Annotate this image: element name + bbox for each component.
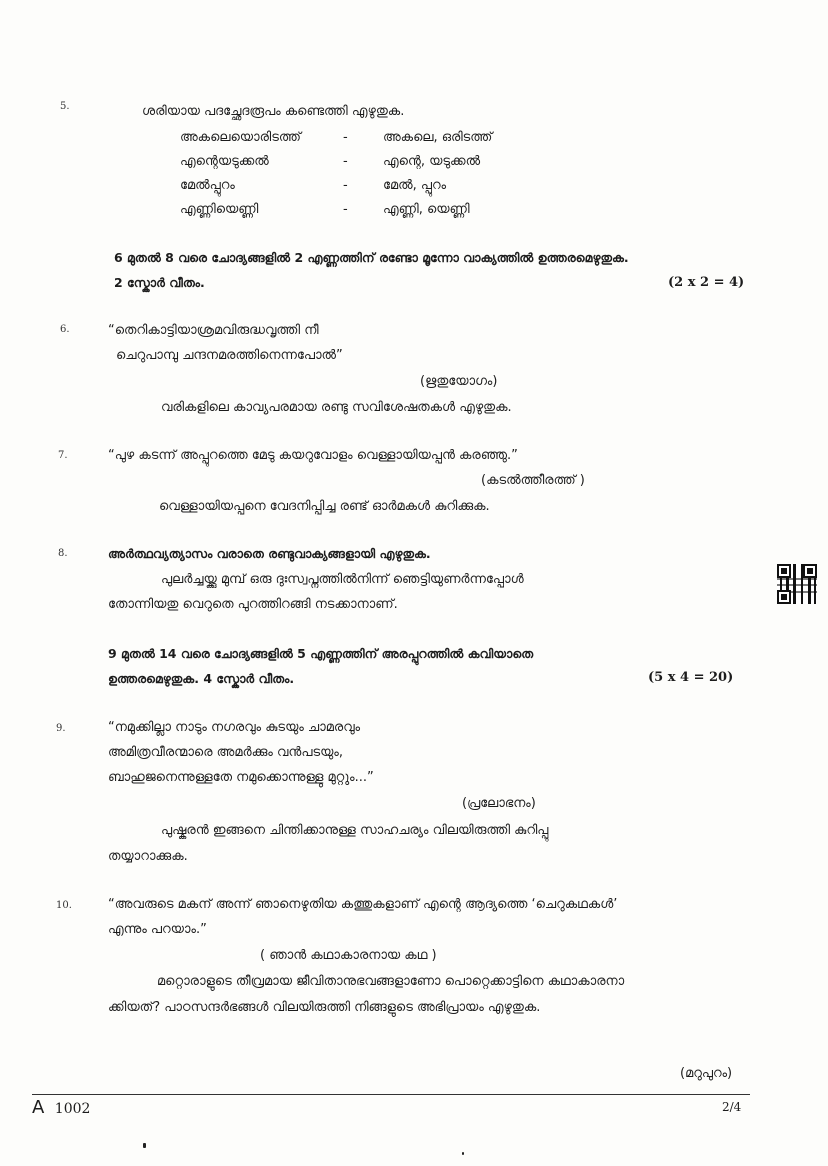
question-10-text: ക്കിയത്? പാഠസന്ദർഭങ്ങൾ വിലയിരുത്തി നിങ്ങളുടെ അഭിപ്രായം എഴുതുക. bbox=[108, 1000, 541, 1015]
q5-split: എന്റെ, യടുക്കൽ bbox=[383, 154, 481, 169]
section-instruction-score-text: 2 സ്കോർ വീതം. bbox=[114, 275, 205, 290]
section-score: (5 x 4 = 20) bbox=[648, 670, 734, 685]
question-8-sentence-line: തോന്നിയതു വെറുതെ പുറത്തിറങ്ങി നടക്കാനാണ്. bbox=[108, 597, 398, 612]
question-10-source: ( ഞാൻ കഥാകാരനായ കഥ ) bbox=[260, 948, 437, 963]
q5-word: മേൽപ്പുറം bbox=[180, 178, 235, 193]
question-number: 9. bbox=[56, 723, 66, 734]
q5-split: മേൽ, പ്പുറം bbox=[383, 178, 447, 193]
section-score: (2 x 2 = 4) bbox=[668, 275, 745, 290]
q5-split: അകലെ, ഒരിടത്ത് bbox=[383, 130, 493, 145]
overleaf-note: (മറുപുറം) bbox=[680, 1066, 733, 1081]
paper-series: A bbox=[32, 1097, 45, 1118]
scan-speck bbox=[462, 1152, 464, 1155]
section-instruction: 9 മുതൽ 14 വരെ ചോദ്യങ്ങളിൽ 5 എണ്ണത്തിന് അരപ്പുറത്തിൽ കവിയാതെ bbox=[108, 646, 534, 661]
qr-code bbox=[777, 564, 817, 604]
q5-dash: - bbox=[343, 178, 348, 193]
question-number: 6. bbox=[60, 324, 70, 335]
question-9-quote-line: “നമുക്കില്ലാ നാടും നഗരവും കുടയും ചാമരവും bbox=[108, 720, 361, 735]
question-number: 10. bbox=[56, 900, 72, 911]
question-7-quote: “പുഴ കടന്ന് അപ്പുറത്തെ മേടു കയറുവോളം വെള്ളായിയപ്പൻ കരഞ്ഞു.” bbox=[108, 448, 518, 463]
question-10-quote-line: എന്നും പറയാം.” bbox=[108, 922, 207, 937]
page-number: 2/4 bbox=[722, 1100, 742, 1114]
question-9-quote-line: അമിത്രവീരന്മാരെ അമർക്കും വൻപടയും, bbox=[108, 745, 343, 760]
q5-dash: - bbox=[343, 130, 348, 145]
question-7-source: (കടൽത്തീരത്ത് ) bbox=[481, 473, 585, 488]
scan-speck bbox=[143, 1143, 146, 1148]
question-5-instruction: ശരിയായ പദച്ഛേദരൂപം കണ്ടെത്തി എഴുതുക. bbox=[142, 104, 405, 119]
paper-code bbox=[32, 1097, 90, 1118]
q5-word: എന്റെയടുക്കൽ bbox=[180, 154, 269, 169]
question-6-quote-line: ചെറുപാമ്പു ചന്ദനമരത്തിനെന്നപോൽ” bbox=[116, 348, 343, 363]
q5-split: എണ്ണി, യെണ്ണി bbox=[383, 202, 470, 217]
question-9-quote-line: ബാഹുജനെന്നുള്ളതേ നമുക്കൊന്നുള്ളു മുറ്റും...” bbox=[108, 770, 374, 785]
question-9-source: (പ്രലോഭനം) bbox=[462, 796, 536, 811]
footer-rule bbox=[32, 1094, 750, 1095]
question-number: 8. bbox=[58, 548, 68, 559]
question-8-instruction: അർത്ഥവ്യത്യാസം വരാതെ രണ്ടുവാക്യങ്ങളായി എഴുതുക. bbox=[108, 546, 431, 561]
q5-word: അകലെയൊരിടത്ത് bbox=[180, 130, 301, 145]
question-9-text: തയ്യാറാക്കുക. bbox=[108, 849, 188, 864]
section-instruction: 6 മുതൽ 8 വരെ ചോദ്യങ്ങളിൽ 2 എണ്ണത്തിന് രണ്ടോ മൂന്നോ വാക്യത്തിൽ ഉത്തരമെഴുതുക. bbox=[114, 250, 629, 265]
question-6-source: (ഋതുയോഗം) bbox=[420, 374, 498, 389]
question-10-quote-line: “അവരുടെ മകന് അന്ന് ഞാനെഴുതിയ കത്തുകളാണ് എന്റെ ആദ്യത്തെ ‘ചെറുകഥകൾ’ bbox=[108, 897, 618, 912]
q5-dash: - bbox=[343, 154, 348, 169]
question-number: 5. bbox=[60, 101, 70, 112]
question-number: 7. bbox=[58, 450, 68, 461]
q5-word: എണ്ണിയെണ്ണി bbox=[180, 202, 259, 217]
question-6-quote-line: “തെറികാട്ടിയാശ്രമവിരുദ്ധവൃത്തി നീ bbox=[108, 323, 319, 338]
q5-dash: - bbox=[343, 202, 348, 217]
paper-number: 1002 bbox=[54, 1101, 91, 1117]
question-6-text: വരികളിലെ കാവ്യപരമായ രണ്ടു സവിശേഷതകൾ എഴുതുക. bbox=[161, 400, 512, 415]
question-10-text: മറ്റൊരാളുടെ തീവ്രമായ ജീവിതാനുഭവങ്ങളാണോ പൊറ്റെക്കാട്ടിനെ കഥാകാരനാ bbox=[157, 974, 625, 989]
section-instruction-score-text: ഉത്തരമെഴുതുക. 4 സ്കോർ വീതം. bbox=[108, 671, 295, 686]
question-7-text: വെള്ളായിയപ്പനെ വേദനിപ്പിച്ച രണ്ട് ഓർമകൾ കുറിക്കുക. bbox=[159, 499, 490, 514]
question-8-sentence-line: പുലർച്ചയ്ക്കു മുമ്പ് ഒരു ദുഃസ്വപ്നത്തിൽനിന്ന് ഞെട്ടിയുണർന്നപ്പോൾ bbox=[161, 572, 524, 587]
question-9-text: പുഷ്കരൻ ഇങ്ങനെ ചിന്തിക്കാനുള്ള സാഹചര്യം വിലയിരുത്തി കുറിപ്പു bbox=[161, 823, 549, 838]
